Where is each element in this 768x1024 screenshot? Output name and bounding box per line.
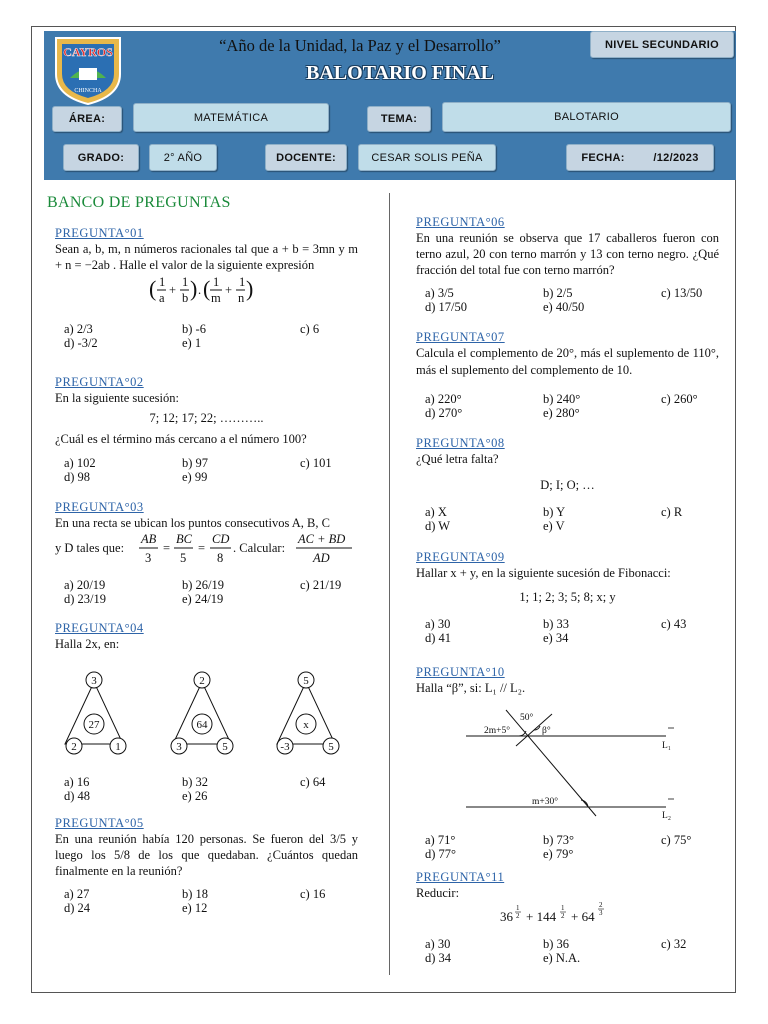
- sequence: D; I; O; …: [540, 478, 595, 492]
- option: b) -6: [182, 322, 206, 336]
- option: c) 21/19: [300, 578, 342, 592]
- option: b) 73°: [543, 833, 575, 847]
- option: c) 32: [661, 937, 687, 951]
- question-text: En una reunión había 120 personas. Se fueron del 3/5 y luego los 5/8 de los que quedaban. ¿Cuántos quedan finalmente en la reunión?: [55, 832, 358, 878]
- tri3-top: 5: [303, 675, 309, 687]
- question-10: [416, 665, 719, 861]
- option: c) 13/50: [661, 286, 703, 300]
- grado-label: GRADO:: [63, 144, 139, 171]
- angle-label-2: 50°: [520, 713, 534, 723]
- question-2: [55, 375, 358, 484]
- svg-text:2: 2: [561, 912, 565, 920]
- option: c) 101: [300, 456, 332, 470]
- tri2-mid: 64: [196, 719, 208, 731]
- svg-text:.: .: [198, 283, 202, 297]
- option: b) 26/19: [182, 578, 225, 592]
- fecha-label: FECHA:: [581, 151, 625, 164]
- question-title: PREGUNTA°03: [55, 500, 144, 514]
- question-5: [55, 816, 358, 915]
- tri2-right: 5: [222, 741, 228, 753]
- option: d) 270°: [425, 406, 463, 420]
- tri3-mid: x: [303, 719, 309, 731]
- svg-text:+: +: [225, 283, 233, 297]
- exponent-expression: [416, 901, 719, 927]
- svg-text:n: n: [238, 291, 245, 305]
- svg-text:1: 1: [516, 904, 520, 912]
- tri1-mid: 27: [88, 719, 100, 731]
- option: e) 79°: [543, 847, 574, 861]
- logo-sub: CHINCHA: [74, 88, 102, 94]
- svg-text:AC + BD: AC + BD: [298, 532, 346, 546]
- option: d) 34: [425, 951, 452, 965]
- svg-text:): ): [190, 276, 198, 301]
- question-title: PREGUNTA°09: [416, 550, 505, 564]
- option: e) 24/19: [182, 592, 224, 606]
- option: c) 43: [661, 617, 687, 631]
- svg-text:AD: AD: [313, 551, 330, 565]
- svg-text:(: (: [203, 276, 211, 301]
- svg-text:2: 2: [516, 912, 520, 920]
- question-text: Calcula el complemento de 20°, más el suplemento de 110°, más el suplemento del complemento de 10.: [416, 346, 719, 377]
- svg-text:): ): [246, 276, 254, 301]
- question-3: [55, 500, 358, 606]
- svg-text:1: 1: [561, 904, 565, 912]
- svg-text:1: 1: [213, 275, 220, 289]
- svg-text:BC: BC: [176, 532, 192, 546]
- question-title: PREGUNTA°06: [416, 215, 505, 229]
- grado-value: 2° AÑO: [149, 144, 217, 171]
- option: e) 34: [543, 631, 569, 645]
- option: b) 18: [182, 887, 209, 901]
- svg-text:3: 3: [145, 551, 152, 565]
- option: a) 2/3: [64, 322, 93, 336]
- option: e) N.A.: [543, 951, 581, 965]
- question-text-2: y D tales que:: [55, 541, 125, 555]
- question-text: Reducir:: [416, 886, 460, 900]
- option: d) W: [425, 519, 451, 533]
- option: b) 2/5: [543, 286, 573, 300]
- svg-text:1: 1: [159, 275, 166, 289]
- svg-text:36: 36: [500, 909, 513, 924]
- option: c) R: [661, 505, 683, 519]
- option: b) 240°: [543, 392, 581, 406]
- option: e) 99: [182, 470, 208, 484]
- question-text: En la siguiente sucesión:: [55, 391, 179, 405]
- line-label-1: L₁: [662, 741, 672, 751]
- question-title: PREGUNTA°04: [55, 621, 144, 635]
- ratio-formula: [55, 531, 358, 567]
- bank-title: BANCO DE PREGUNTAS: [47, 194, 231, 211]
- area-value: MATEMÁTICA: [133, 103, 329, 132]
- tri2-top: 2: [199, 675, 205, 687]
- option: c) 64: [300, 775, 326, 789]
- svg-text:(: (: [149, 276, 157, 301]
- option: a) 30: [425, 937, 451, 951]
- calc-label: . Calcular:: [233, 541, 286, 555]
- motto-text: “Año de la Unidad, la Paz y el Desarrollo”: [219, 36, 501, 55]
- question-title: PREGUNTA°11: [416, 870, 505, 884]
- option: e) 12: [182, 901, 208, 915]
- question-text: Hallar x + y, en la siguiente sucesión de Fibonacci:: [416, 566, 671, 580]
- question-text: Halla 2x, en:: [55, 637, 120, 651]
- option: c) 6: [300, 322, 320, 336]
- tri1-left: 2: [71, 741, 77, 753]
- svg-text:+ 144: + 144: [526, 909, 557, 924]
- tri1-right: 1: [115, 741, 121, 753]
- page-title: BALOTARIO FINAL: [306, 62, 494, 84]
- question-7: [416, 330, 719, 420]
- parallel-lines-figure: [416, 696, 719, 826]
- option: a) 16: [64, 775, 90, 789]
- question-text-2: ¿Cuál es el término más cercano a el número 100?: [55, 432, 307, 446]
- svg-text:m: m: [211, 291, 221, 305]
- column-divider: [389, 193, 390, 975]
- option: d) 24: [64, 901, 91, 915]
- question-text: ¿Qué letra falta?: [416, 452, 499, 466]
- sequence: 1; 1; 2; 3; 5; 8; x; y: [519, 590, 616, 604]
- svg-text:a: a: [159, 291, 165, 305]
- tema-label: TEMA:: [367, 106, 431, 132]
- option: a) X: [425, 505, 447, 519]
- angle-label-4: m+30°: [532, 797, 559, 807]
- line-label-2: L₂: [662, 811, 672, 821]
- option: a) 20/19: [64, 578, 106, 592]
- question-6: [416, 215, 719, 314]
- tri3-left: -3: [280, 741, 290, 753]
- sequence: 7; 12; 17; 22; ………..: [149, 411, 264, 425]
- option: a) 30: [425, 617, 451, 631]
- docente-label: DOCENTE:: [265, 144, 347, 171]
- option: e) 280°: [543, 406, 580, 420]
- svg-text:2: 2: [599, 901, 603, 909]
- logo-text: CAYROS: [63, 45, 113, 59]
- docente-value: CESAR SOLIS PEÑA: [358, 144, 496, 171]
- question-9: [416, 550, 719, 645]
- svg-text:1: 1: [182, 275, 189, 289]
- option: e) 26: [182, 789, 208, 803]
- tri3-right: 5: [328, 741, 334, 753]
- tema-value: BALOTARIO: [442, 102, 731, 132]
- option: e) 1: [182, 336, 202, 350]
- question-text: Halla “β”, si: L₁ // L₂.: [416, 681, 526, 695]
- svg-text:3: 3: [599, 909, 603, 917]
- svg-text:1: 1: [239, 275, 246, 289]
- tri2-left: 3: [176, 741, 182, 753]
- school-logo: [48, 34, 128, 106]
- option: d) 41: [425, 631, 452, 645]
- option: d) 48: [64, 789, 91, 803]
- option: c) 260°: [661, 392, 698, 406]
- option: b) 97: [182, 456, 209, 470]
- option: a) 220°: [425, 392, 462, 406]
- option: e) 40/50: [543, 300, 585, 314]
- question-4: [55, 621, 358, 803]
- nivel-badge: NIVEL SECUNDARIO: [590, 31, 734, 58]
- option: d) -3/2: [64, 336, 98, 350]
- option: e) V: [543, 519, 565, 533]
- svg-text:+ 64: + 64: [571, 909, 595, 924]
- svg-text:AB: AB: [141, 532, 157, 546]
- svg-text:CD: CD: [212, 532, 230, 546]
- question-text: En una recta se ubican los puntos consecutivos A, B, C: [55, 516, 330, 530]
- question-11: [416, 870, 719, 965]
- question-title: PREGUNTA°05: [55, 816, 144, 830]
- svg-text:=: =: [163, 541, 171, 555]
- option: c) 75°: [661, 833, 692, 847]
- option: b) 33: [543, 617, 570, 631]
- option: b) 36: [543, 937, 570, 951]
- svg-text:=: =: [198, 541, 206, 555]
- triangles-figure: [55, 652, 358, 760]
- question-title: PREGUNTA°07: [416, 330, 505, 344]
- question-title: PREGUNTA°02: [55, 375, 144, 389]
- area-label: ÁREA:: [52, 106, 122, 132]
- angle-label-3: β°: [542, 726, 551, 736]
- question-title: PREGUNTA°10: [416, 665, 505, 679]
- option: a) 3/5: [425, 286, 454, 300]
- question-1: [55, 226, 358, 350]
- option: d) 23/19: [64, 592, 107, 606]
- question-text: Sean a, b, m, n números racionales tal que a + b = 3mn y m + n = −2ab . Halle el valor de la siguiente expresión: [55, 242, 358, 272]
- svg-text:+: +: [169, 283, 177, 297]
- option: a) 71°: [425, 833, 456, 847]
- question-title: PREGUNTA°01: [55, 226, 144, 240]
- angle-label-1: 2m+5°: [484, 726, 511, 736]
- svg-text:5: 5: [180, 551, 187, 565]
- option: d) 17/50: [425, 300, 468, 314]
- option: c) 16: [300, 887, 326, 901]
- expression: [55, 273, 358, 309]
- option: d) 77°: [425, 847, 457, 861]
- option: a) 27: [64, 887, 90, 901]
- tri1-top: 3: [91, 675, 97, 687]
- option: a) 102: [64, 456, 96, 470]
- option: b) 32: [182, 775, 209, 789]
- option: d) 98: [64, 470, 91, 484]
- question-8: [416, 436, 719, 533]
- option: b) Y: [543, 505, 566, 519]
- svg-text:8: 8: [217, 551, 224, 565]
- fecha-box: [566, 144, 714, 171]
- question-title: PREGUNTA°08: [416, 436, 505, 450]
- fecha-value: /12/2023: [653, 151, 699, 164]
- svg-text:b: b: [182, 291, 189, 305]
- question-text: En una reunión se observa que 17 caballeros fueron con terno azul, 20 con terno marrón y 13 con terno negro. ¿Qué fracción del total fue con terno marrón?: [416, 231, 719, 277]
